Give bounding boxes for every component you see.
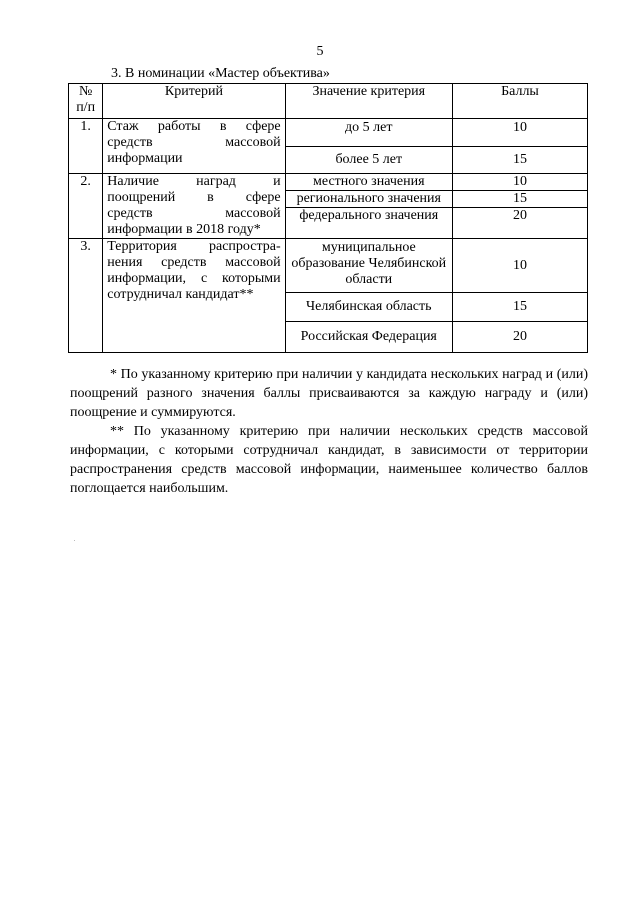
- criterion-line: информации: [107, 151, 183, 166]
- footnotes: [70, 365, 588, 498]
- value-cell: регионального значения: [285, 191, 452, 208]
- criterion-line: информации в 2018 году*: [107, 222, 261, 237]
- value-cell: муниципальное образование Челябинской области: [285, 239, 452, 293]
- value-cell: местного значения: [285, 174, 452, 191]
- table-header-row: [69, 84, 588, 119]
- value-cell: Российская Федерация: [285, 322, 452, 353]
- row-criterion: [103, 239, 285, 353]
- header-number: № п/п: [69, 84, 103, 119]
- table-row: [69, 119, 588, 147]
- points-cell: 15: [452, 191, 587, 208]
- page-number: 5: [316, 44, 324, 59]
- value-cell: до 5 лет: [285, 119, 452, 147]
- criterion-line: Наличие наград и: [107, 174, 281, 189]
- points-cell: 15: [452, 293, 587, 322]
- criterion-line: Стаж работы в сфере: [107, 119, 281, 134]
- footnote-double-star: ** По указанному критерию при наличии нескольких средств массовой информации, с которыми сотрудничал кандидат, в зависимости от территории распространения средств массовой информации, наименьшее количество баллов поглощается наибольшим.: [70, 424, 588, 496]
- value-cell: федерального значения: [285, 208, 452, 239]
- header-points: Баллы: [452, 84, 587, 119]
- table-row: [69, 174, 588, 191]
- header-value: Значение критерия: [285, 84, 452, 119]
- row-number: 3.: [69, 239, 103, 353]
- criterion-line: поощрений в сфере: [107, 190, 281, 205]
- value-cell: более 5 лет: [285, 147, 452, 174]
- points-cell: 20: [452, 322, 587, 353]
- points-cell: 10: [452, 119, 587, 147]
- criteria-table: [68, 83, 588, 353]
- section-heading: 3. В номинации «Мастер объектива»: [111, 66, 330, 81]
- points-cell: 10: [452, 239, 587, 293]
- row-number: 1.: [69, 119, 103, 174]
- row-number: 2.: [69, 174, 103, 239]
- criterion-line: средств массовой: [107, 206, 281, 221]
- criterion-line: нения средств массовой: [107, 255, 281, 270]
- points-cell: 20: [452, 208, 587, 239]
- header-criterion: Критерий: [103, 84, 285, 119]
- row-criterion: [103, 174, 285, 239]
- criterion-line: Территория распростра-: [107, 239, 281, 254]
- points-cell: 10: [452, 174, 587, 191]
- value-cell: Челябинская область: [285, 293, 452, 322]
- criterion-line: информации, с которыми: [107, 271, 281, 286]
- points-cell: 15: [452, 147, 587, 174]
- criterion-line: сотрудничал кандидат**: [107, 287, 254, 302]
- table-row: [69, 239, 588, 293]
- scan-speck: [74, 540, 75, 541]
- footnote-single-star: * По указанному критерию при наличии у кандидата нескольких наград и (или) поощрений разного значения баллы присваиваются за каждую награду и (или) поощрение и суммируются.: [70, 367, 588, 420]
- row-criterion: [103, 119, 285, 174]
- criterion-line: средств массовой: [107, 135, 281, 150]
